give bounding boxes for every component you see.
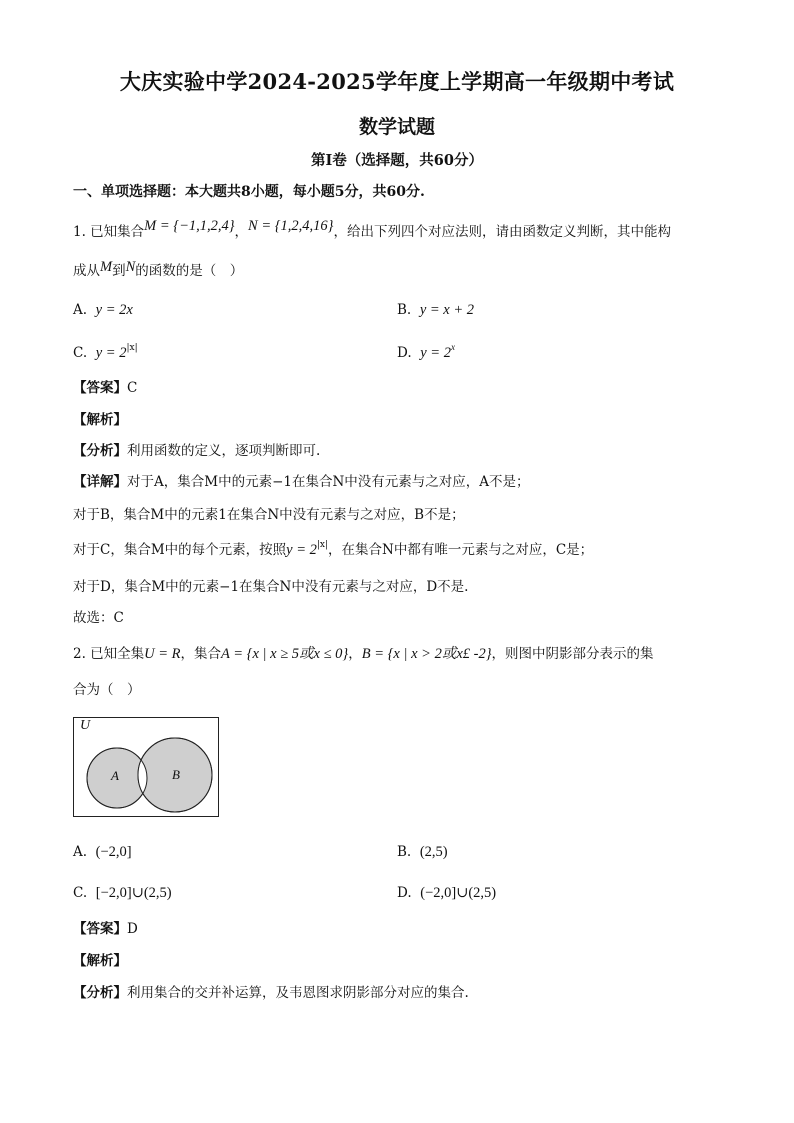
- q2-universal: U = R: [144, 646, 181, 662]
- q1-prefix: 1. 已知集合: [73, 224, 145, 240]
- q1-detail-a: [73, 472, 530, 492]
- fenxi-text: 利用函数的定义，逐项判断即可.: [127, 443, 321, 459]
- option-value: y = 2x: [95, 302, 133, 318]
- q2-option-b[interactable]: [397, 842, 448, 862]
- q2-stem-line1: [73, 644, 654, 664]
- q2-set-b: B = {x | x > 2或x£ -2}: [361, 646, 492, 662]
- q2-line1-c: ，则图中阴影部分表示的集: [491, 646, 654, 662]
- venn-label-a: A: [111, 768, 119, 783]
- q1-set-n: N = {1,2,4,16}: [248, 218, 334, 234]
- detail-post: ，在集合N中都有唯一元素与之对应，C是；: [328, 542, 594, 558]
- q1-line2-b: 到: [112, 263, 126, 279]
- option-value: y = 2: [420, 345, 451, 361]
- q1-fenxi: [73, 441, 320, 461]
- option-label: B.: [397, 302, 412, 318]
- subject-title: 数学试题: [358, 116, 435, 138]
- q1-detail-b: 对于B，集合M中的元素1在集合N中没有元素与之对应，B不是；: [73, 507, 465, 523]
- option-value: (2,5): [419, 844, 448, 860]
- abs-x-superscript: |x|: [316, 540, 329, 550]
- q2-set-a: A = {x | x ≥ 5或x ≤ 0}: [221, 646, 349, 662]
- q1-option-b[interactable]: [397, 300, 474, 320]
- answer-tag: 【答案】: [73, 380, 127, 396]
- option-value: y = x + 2: [419, 302, 475, 318]
- option-label: C.: [73, 345, 88, 361]
- q2-line1-a: 2. 已知全集: [73, 646, 145, 662]
- detail-pre: 对于C，集合M中的每个元素，按照: [73, 542, 287, 558]
- fenxi-tag: 【分析】: [73, 985, 127, 1001]
- option-label: D.: [397, 885, 412, 901]
- q2-line1-b: ，集合: [180, 646, 222, 662]
- xiangjie-tag: 【详解】: [73, 474, 127, 490]
- option-value: y = 2: [95, 345, 127, 361]
- q1-option-c[interactable]: [73, 343, 138, 365]
- option-value: (−2,0]∪(2,5): [420, 885, 497, 901]
- q1-stem-line1: [73, 218, 671, 242]
- fenxi-tag: 【分析】: [73, 443, 127, 459]
- detail-math: y = 2: [286, 542, 317, 558]
- fenxi-text: 利用集合的交并补运算，及韦恩图求阴影部分对应的集合.: [127, 985, 469, 1001]
- superscript: x: [450, 342, 455, 352]
- abs-x-superscript: |x|: [126, 343, 138, 353]
- venn-label-u: U: [80, 718, 91, 733]
- q2-option-a[interactable]: [73, 842, 132, 862]
- part-title: 第Ⅰ卷（选择题，共60分）: [311, 152, 483, 169]
- q1-detail-d: 对于D，集合M中的元素−1在集合N中没有元素与之对应，D不是.: [73, 579, 469, 595]
- q1-analysis-tag: 【解析】: [73, 412, 127, 428]
- venn-diagram: [73, 717, 219, 817]
- option-label: D.: [397, 345, 412, 361]
- q1-n-symbol: N: [125, 259, 136, 275]
- answer-value: D: [127, 921, 138, 937]
- q2-option-c[interactable]: [73, 883, 172, 903]
- option-label: A.: [73, 302, 88, 318]
- q1-suffix: ，给出下列四个对应法则，请由函数定义判断，其中能构: [333, 224, 671, 240]
- option-value: [−2,0]∪(2,5): [95, 885, 172, 901]
- q1-m-symbol: M: [100, 259, 113, 275]
- q2-fenxi: [73, 983, 469, 1003]
- venn-svg: [74, 718, 218, 816]
- q1-set-m: M = {−1,1,2,4}: [144, 218, 235, 234]
- option-value: (−2,0]: [95, 844, 132, 860]
- q2-option-d[interactable]: [397, 883, 496, 903]
- answer-value: C: [127, 380, 138, 396]
- q1-option-d[interactable]: [397, 343, 455, 364]
- q1-sep: ，: [234, 224, 249, 240]
- option-label: A.: [73, 844, 88, 860]
- q1-answer: [73, 378, 137, 398]
- answer-tag: 【答案】: [73, 921, 127, 937]
- section-heading: 一、单项选择题：本大题共8小题，每小题5分，共60分.: [73, 184, 425, 200]
- venn-label-b: B: [172, 767, 180, 782]
- q1-option-a[interactable]: [73, 300, 133, 320]
- q2-sep: ，: [348, 646, 362, 662]
- q2-analysis-tag: 【解析】: [73, 953, 127, 969]
- q2-stem-line2: 合为（ ）: [73, 682, 141, 698]
- option-label: B.: [397, 844, 412, 860]
- q1-choose: 故选：C: [73, 610, 124, 626]
- q1-line2-a: 成从: [73, 263, 100, 279]
- exam-title: 大庆实验中学2024-2025学年度上学期高一年级期中考试: [119, 69, 675, 94]
- option-label: C.: [73, 885, 88, 901]
- detail-text: 对于A，集合M中的元素−1在集合N中没有元素与之对应，A不是；: [127, 474, 530, 490]
- q2-answer: [73, 919, 138, 939]
- q1-line2-c: 的函数的是（ ）: [135, 263, 244, 279]
- q1-stem-line2: [73, 261, 243, 281]
- q1-detail-c: [73, 540, 593, 562]
